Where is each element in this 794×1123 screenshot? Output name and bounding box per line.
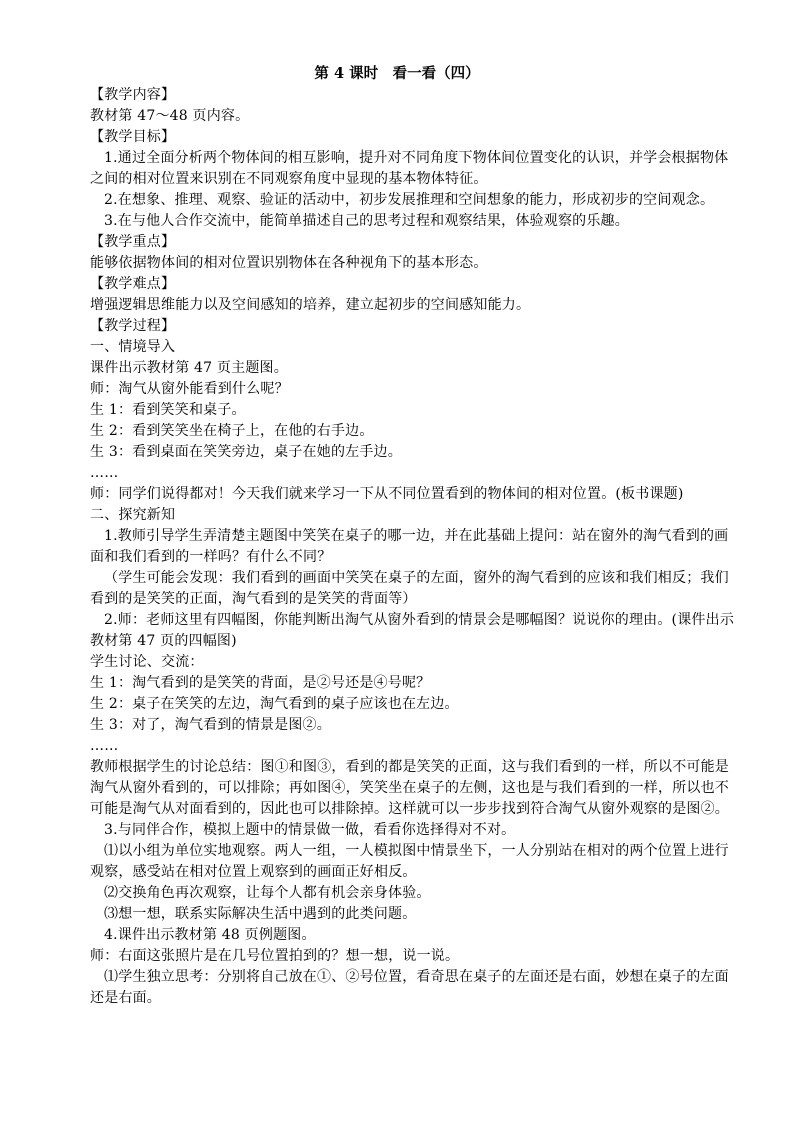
- paragraph: 1.通过全面分析两个物体间的相互影响，提升对不同角度下物体间位置变化的认识，并学会根据物体之间的相对位置来识别在不同观察角度中显现的基本物体特征。: [90, 150, 729, 187]
- paragraph: 【教学内容】: [90, 87, 176, 103]
- paragraph: 师：同学们说得都对！今天我们就来学习一下从不同位置看到的物体间的相对位置。(板书课题): [90, 486, 684, 502]
- paragraph: 3.在与他人合作交流中，能简单描述自己的思考过程和观察结果，体验观察的乐趣。: [104, 213, 629, 229]
- paragraph: 2.师：老师这里有四幅图，你能判断出淘气从窗外看到的情景会是哪幅图？说说你的理由。(课件出示教材第 47 页的四幅图): [90, 612, 735, 649]
- paragraph: 2.在想象、推理、观察、验证的活动中，初步发展推理和空间想象的能力，形成初步的空间观念。: [104, 192, 715, 208]
- paragraph: 生 1：淘气看到的是笑笑的背面，是②号还是④号呢？: [90, 675, 431, 691]
- paragraph: 学生讨论、交流：: [90, 654, 204, 670]
- paragraph: ⑴学生独立思考：分别将自己放在①、②号位置，看奇思在桌子的左面还是右面，妙想在桌子的左面还是右面。: [90, 969, 729, 1006]
- paragraph: 生 3：对了，淘气看到的情景是图②。: [90, 717, 331, 733]
- paragraph: ⑴以小组为单位实地观察。两人一组，一人模拟图中情景坐下，一人分别站在相对的两个位置上进行观察，感受站在相对位置上观察到的画面正好相反。: [90, 843, 729, 880]
- paragraph: 生 2：看到笑笑坐在椅子上，在他的右手边。: [90, 423, 374, 439]
- paragraph: ……: [90, 738, 119, 754]
- paragraph: 教师根据学生的讨论总结：图①和图③，看到的都是笑笑的正面，这与我们看到的一样，所以不可能是淘气从窗外看到的，可以排除；再如图④，笑笑坐在桌子的左侧，这也是与我们看到的一样，所以也不可能是淘气从对面看到的，因此也可以排除掉。这样就可以一步步找到符合淘气从窗外观察的是图②。: [90, 759, 729, 817]
- paragraph: 师：淘气从窗外能看到什么呢？: [90, 381, 289, 397]
- paragraph: 教材第 47～48 页内容。: [90, 108, 250, 124]
- document-body: [90, 85, 735, 1009]
- lesson-title: 第 4 课时 看一看（四）: [314, 65, 480, 82]
- paragraph: 能够依据物体间的相对位置识别物体在各种视角下的基本形态。: [90, 255, 488, 271]
- paragraph: 课件出示教材第 47 页主题图。: [90, 360, 288, 376]
- paragraph: ……: [90, 465, 119, 481]
- paragraph: 一、情境导入: [90, 339, 176, 355]
- paragraph: 【教学过程】: [90, 318, 176, 334]
- paragraph: 生 2：桌子在笑笑的左边，淘气看到的桌子应该也在左边。: [90, 696, 459, 712]
- paragraph: 3.与同伴合作，模拟上题中的情景做一做，看看你选择得对不对。: [104, 822, 516, 838]
- paragraph: 【教学重点】: [90, 234, 176, 250]
- paragraph: 生 3：看到桌面在笑笑旁边，桌子在她的左手边。: [90, 444, 402, 460]
- paragraph: ⑵交换角色再次观察，让每个人都有机会亲身体验。: [104, 885, 431, 901]
- paragraph: 增强逻辑思维能力以及空间感知的培养，建立起初步的空间感知能力。: [90, 297, 531, 313]
- paragraph: 【教学目标】: [90, 129, 176, 145]
- paragraph: （学生可能会发现：我们看到的画面中笑笑在桌子的左面，窗外的淘气看到的应该和我们相反；我们看到的是笑笑的正面，淘气看到的是笑笑的背面等）: [90, 570, 729, 607]
- paragraph: 4.课件出示教材第 48 页例题图。: [104, 927, 316, 943]
- paragraph: 生 1：看到笑笑和桌子。: [90, 402, 246, 418]
- paragraph: 1.教师引导学生弄清楚主题图中笑笑在桌子的哪一边，并在此基础上提问：站在窗外的淘气看到的画面和我们看到的一样吗？有什么不同？: [90, 528, 729, 565]
- paragraph: ⑶想一想，联系实际解决生活中遇到的此类问题。: [104, 906, 417, 922]
- paragraph: 师：右面这张照片是在几号位置拍到的？想一想，说一说。: [90, 948, 460, 964]
- paragraph: 【教学难点】: [90, 276, 176, 292]
- paragraph: 二、探究新知: [90, 507, 176, 523]
